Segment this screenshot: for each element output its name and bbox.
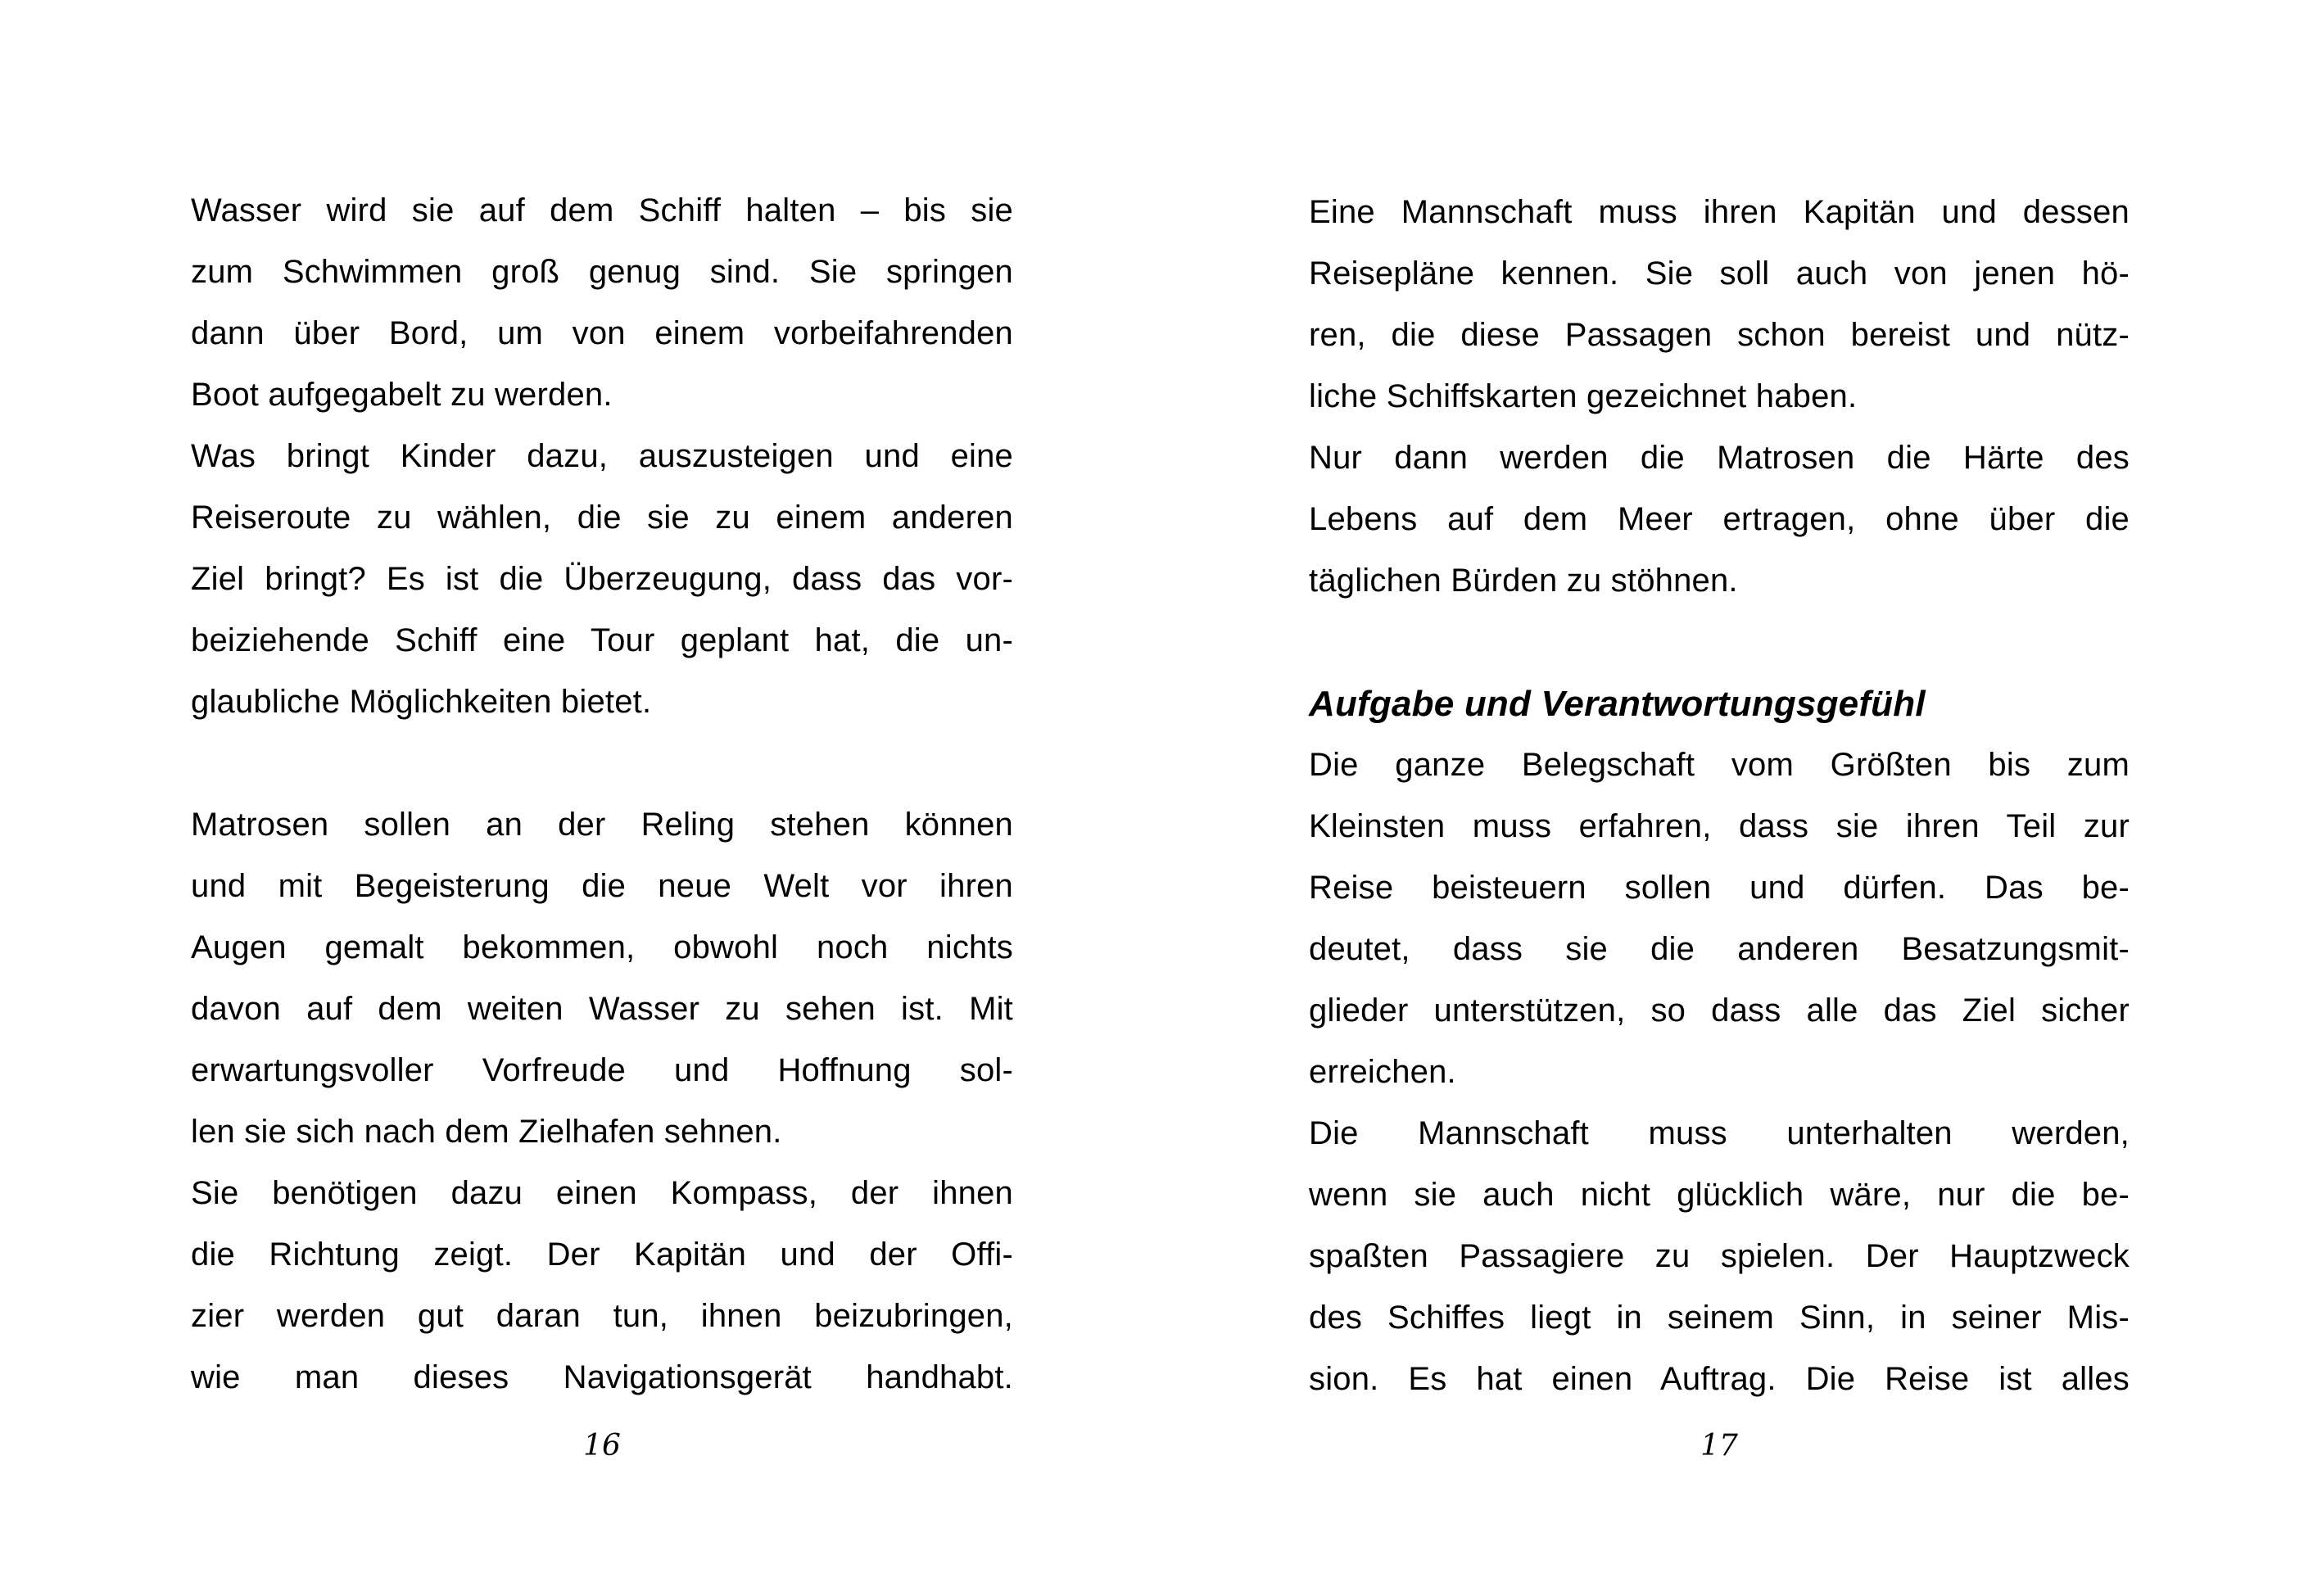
text-line: Wasser wird sie auf dem Schiff halten – bis sie	[191, 192, 1013, 228]
text-line: glaubliche Möglichkeiten bietet.	[191, 684, 652, 720]
text-line: beiziehende Schiff eine Tour geplant hat, die un-	[191, 622, 1013, 658]
text-line: Reise beisteuern sollen und dürfen. Das be-	[1309, 870, 2130, 906]
text-line: wenn sie auch nicht glücklich wäre, nur die be-	[1309, 1177, 2130, 1213]
text-line: wie man dieses Navigationsgerät handhabt.	[191, 1359, 1013, 1395]
section-heading: Aufgabe und Verantwortungsgefühl	[1309, 684, 1926, 724]
page-number-right: 17	[1700, 1429, 1738, 1463]
text-line: Ziel bringt? Es ist die Überzeugung, dass das vor-	[191, 561, 1013, 597]
text-line: zier werden gut daran tun, ihnen beizubringen,	[191, 1298, 1013, 1334]
right-page-text-column	[1309, 182, 2130, 1410]
text-line: Boot aufgegabelt zu werden.	[191, 377, 613, 413]
text-line: erreichen.	[1309, 1054, 1456, 1090]
text-line: täglichen Bürden zu stöhnen.	[1309, 563, 1738, 599]
text-line: deutet, dass sie die anderen Besatzungsmit-	[1309, 931, 2130, 967]
text-line: Die ganze Belegschaft vom Größten bis zum	[1309, 747, 2130, 783]
text-line: Sie benötigen dazu einen Kompass, der ihnen	[191, 1175, 1013, 1211]
text-line: len sie sich nach dem Zielhafen sehnen.	[191, 1114, 782, 1150]
text-line: liche Schiffskarten gezeichnet haben.	[1309, 378, 1858, 414]
text-line: Matrosen sollen an der Reling stehen können	[191, 807, 1013, 843]
page-number-left: 16	[583, 1429, 621, 1463]
text-line: Was bringt Kinder dazu, auszusteigen und eine	[191, 438, 1013, 474]
text-line: zum Schwimmen groß genug sind. Sie springen	[191, 254, 1013, 290]
text-line: Augen gemalt bekommen, obwohl noch nichts	[191, 929, 1013, 965]
text-line: Reisepläne kennen. Sie soll auch von jenen hö-	[1309, 255, 2130, 292]
text-line: Die Mannschaft muss unterhalten werden,	[1309, 1115, 2130, 1151]
blank-line	[191, 733, 1013, 794]
text-line: Eine Mannschaft muss ihren Kapitän und dessen	[1309, 194, 2130, 230]
text-line: Kleinsten muss erfahren, dass sie ihren Teil zur	[1309, 808, 2130, 844]
text-line: ren, die diese Passagen schon bereist und nütz-	[1309, 317, 2130, 353]
text-line: des Schiffes liegt in seinem Sinn, in seiner Mis-	[1309, 1300, 2130, 1336]
text-line: spaßten Passagiere zu spielen. Der Hauptzweck	[1309, 1238, 2130, 1274]
text-line: Nur dann werden die Matrosen die Härte des	[1309, 440, 2130, 476]
text-line: glieder unterstützen, so dass alle das Ziel sicher	[1309, 992, 2130, 1029]
text-line: erwartungsvoller Vorfreude und Hoffnung sol-	[191, 1052, 1013, 1088]
text-line: davon auf dem weiten Wasser zu sehen ist. Mit	[191, 991, 1013, 1027]
text-line: Lebens auf dem Meer ertragen, ohne über die	[1309, 501, 2130, 537]
text-line: und mit Begeisterung die neue Welt vor ihren	[191, 868, 1013, 904]
blank-line	[1309, 612, 2130, 673]
text-line: die Richtung zeigt. Der Kapitän und der Offi-	[191, 1237, 1013, 1273]
text-line: dann über Bord, um von einem vorbeifahrenden	[191, 315, 1013, 351]
text-line: Reiseroute zu wählen, die sie zu einem anderen	[191, 500, 1013, 536]
text-line: sion. Es hat einen Auftrag. Die Reise ist alles	[1309, 1361, 2130, 1397]
left-page-text-column	[191, 180, 1013, 1408]
